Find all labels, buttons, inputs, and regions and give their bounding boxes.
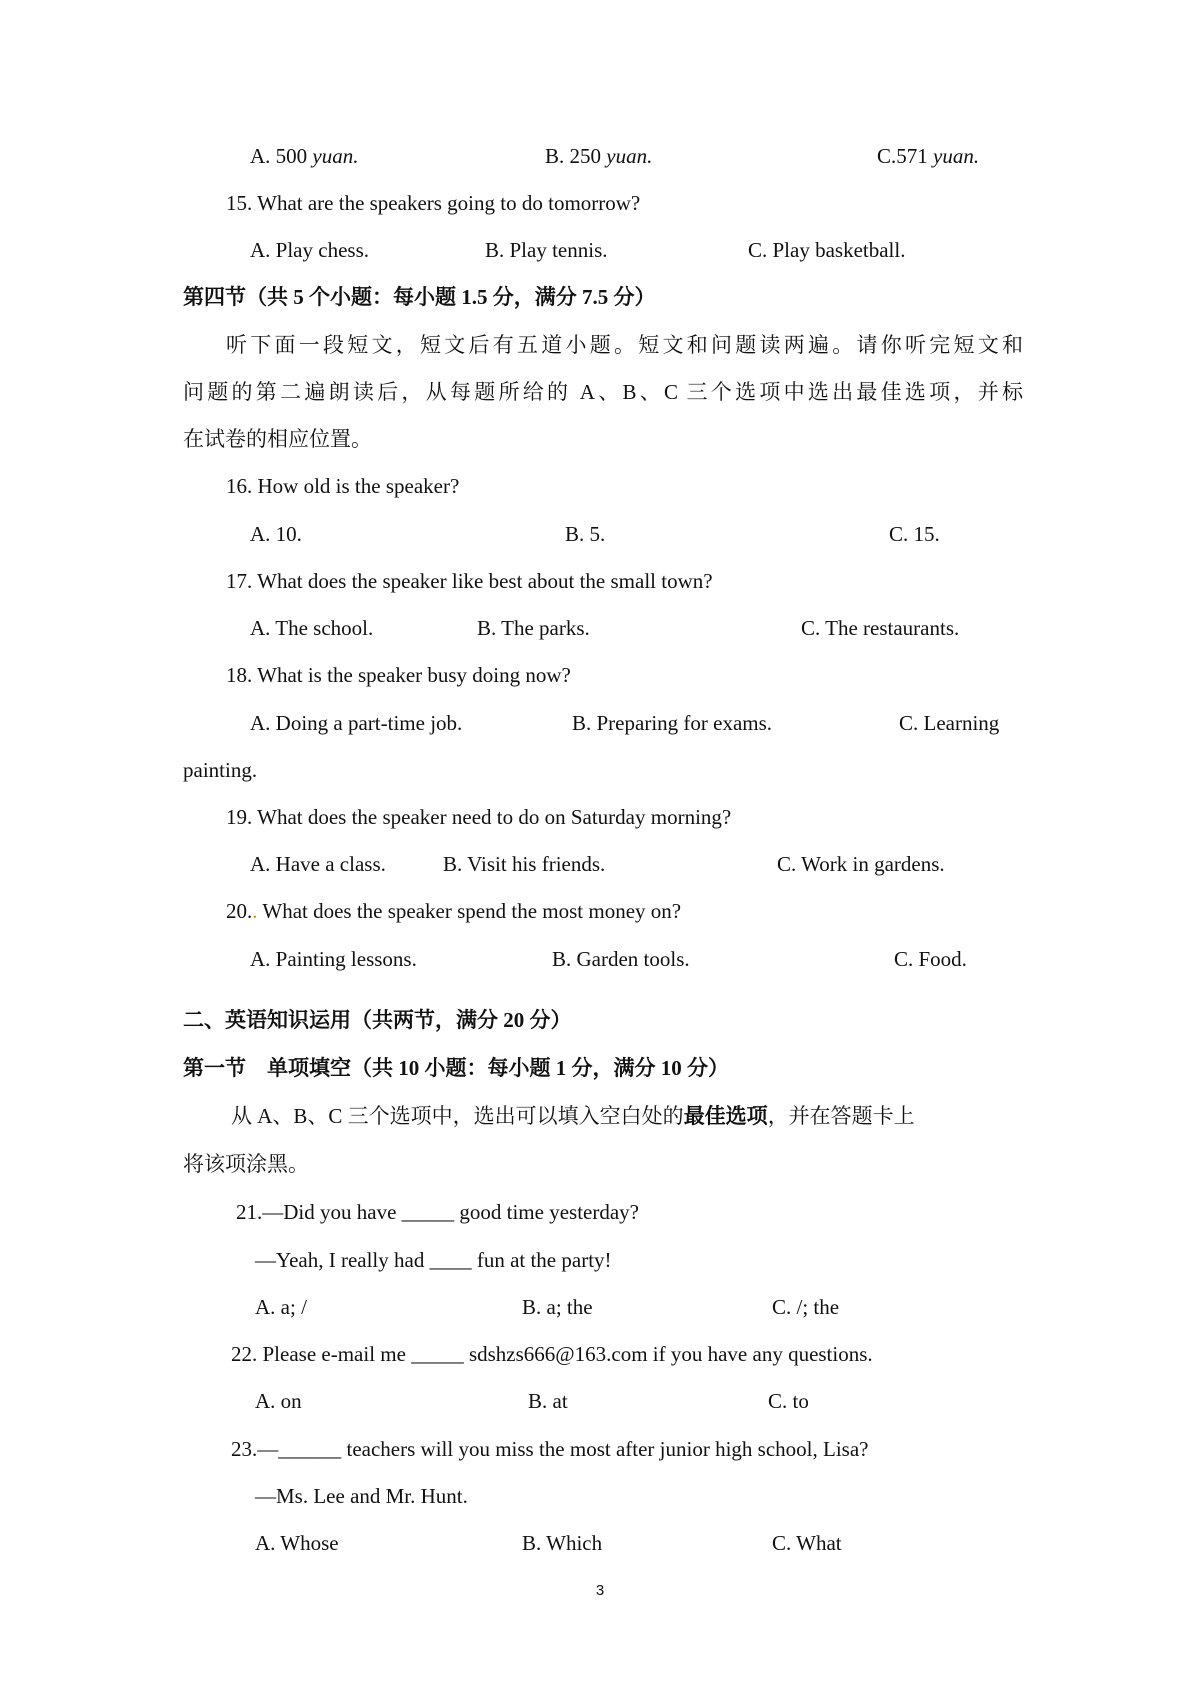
q21-line2: —Yeah, I really had ____ fun at the party! <box>255 1248 612 1272</box>
q16-option-a: A. 10. <box>250 522 302 546</box>
q23-option-b: B. Which <box>522 1531 603 1555</box>
section1-instruction-line1: 从 A、B、C 三个选项中，选出可以填入空白处的最佳选项，并在答题卡上 <box>231 1104 915 1128</box>
q19-option-c: C. Work in gardens. <box>777 852 945 876</box>
q16-question: 16. How old is the speaker? <box>226 474 460 498</box>
q14-option-b: B. 250 yuan. <box>545 144 653 168</box>
q20-question: 20.. What does the speaker spend the most money on? <box>226 899 682 923</box>
q18-option-c: C. Learning <box>899 711 1000 735</box>
section1-title: 第一节 单项填空（共 10 小题：每小题 1 分，满分 10 分） <box>183 1056 729 1080</box>
q17-option-c: C. The restaurants. <box>801 616 960 640</box>
q21-option-a: A. a; / <box>255 1295 307 1319</box>
q21-line1: 21.—Did you have _____ good time yesterday? <box>236 1200 639 1224</box>
q21-option-c: C. /; the <box>772 1295 840 1319</box>
q23-option-c: C. What <box>772 1531 842 1555</box>
q17-question: 17. What does the speaker like best about the small town? <box>226 569 713 593</box>
q16-option-b: B. 5. <box>565 522 606 546</box>
q22-option-b: B. at <box>528 1389 568 1413</box>
q20-option-b: B. Garden tools. <box>552 947 690 971</box>
q18-question: 18. What is the speaker busy doing now? <box>226 663 571 687</box>
q21-option-b: B. a; the <box>522 1295 593 1319</box>
q23-line2: —Ms. Lee and Mr. Hunt. <box>255 1484 468 1508</box>
q18-option-c-continued: painting. <box>183 758 258 782</box>
q23-option-a: A. Whose <box>255 1531 339 1555</box>
q19-option-a: A. Have a class. <box>250 852 386 876</box>
section1-instruction-line2: 将该项涂黑。 <box>183 1152 309 1176</box>
q22-option-c: C. to <box>768 1389 809 1413</box>
q15-question: 15. What are the speakers going to do tomorrow? <box>226 191 641 215</box>
section4-instruction-line1: 听下面一段短文，短文后有五道小题。短文和问题读两遍。请你听完短文和 <box>226 333 1023 357</box>
section4-title: 第四节（共 5 个小题：每小题 1.5 分，满分 7.5 分） <box>183 285 656 309</box>
q20-option-c: C. Food. <box>894 947 967 971</box>
q17-option-b: B. The parks. <box>477 616 590 640</box>
section4-instruction-line2: 问题的第二遍朗读后，从每题所给的 A、B、C 三个选项中选出最佳选项，并标 <box>183 380 1023 404</box>
q16-option-c: C. 15. <box>889 522 940 546</box>
q15-option-b: B. Play tennis. <box>485 238 608 262</box>
q14-option-c: C.571 yuan. <box>877 144 980 168</box>
q18-option-a: A. Doing a part-time job. <box>250 711 463 735</box>
page-number: 3 <box>595 1582 605 1599</box>
q17-option-a: A. The school. <box>250 616 374 640</box>
part2-title: 二、英语知识运用（共两节，满分 20 分） <box>183 1008 572 1032</box>
q18-option-b: B. Preparing for exams. <box>572 711 773 735</box>
q15-option-c: C. Play basketball. <box>748 238 906 262</box>
q15-option-a: A. Play chess. <box>250 238 369 262</box>
q14-option-a: A. 500 yuan. <box>250 144 359 168</box>
q22-question: 22. Please e-mail me _____ sdshzs666@163.com if you have any questions. <box>231 1342 873 1366</box>
section4-instruction-line3: 在试卷的相应位置。 <box>183 427 372 451</box>
q19-option-b: B. Visit his friends. <box>443 852 606 876</box>
q23-line1: 23.—______ teachers will you miss the most after junior high school, Lisa? <box>231 1437 869 1461</box>
q22-option-a: A. on <box>255 1389 302 1413</box>
q19-question: 19. What does the speaker need to do on Saturday morning? <box>226 805 732 829</box>
q20-option-a: A. Painting lessons. <box>250 947 417 971</box>
